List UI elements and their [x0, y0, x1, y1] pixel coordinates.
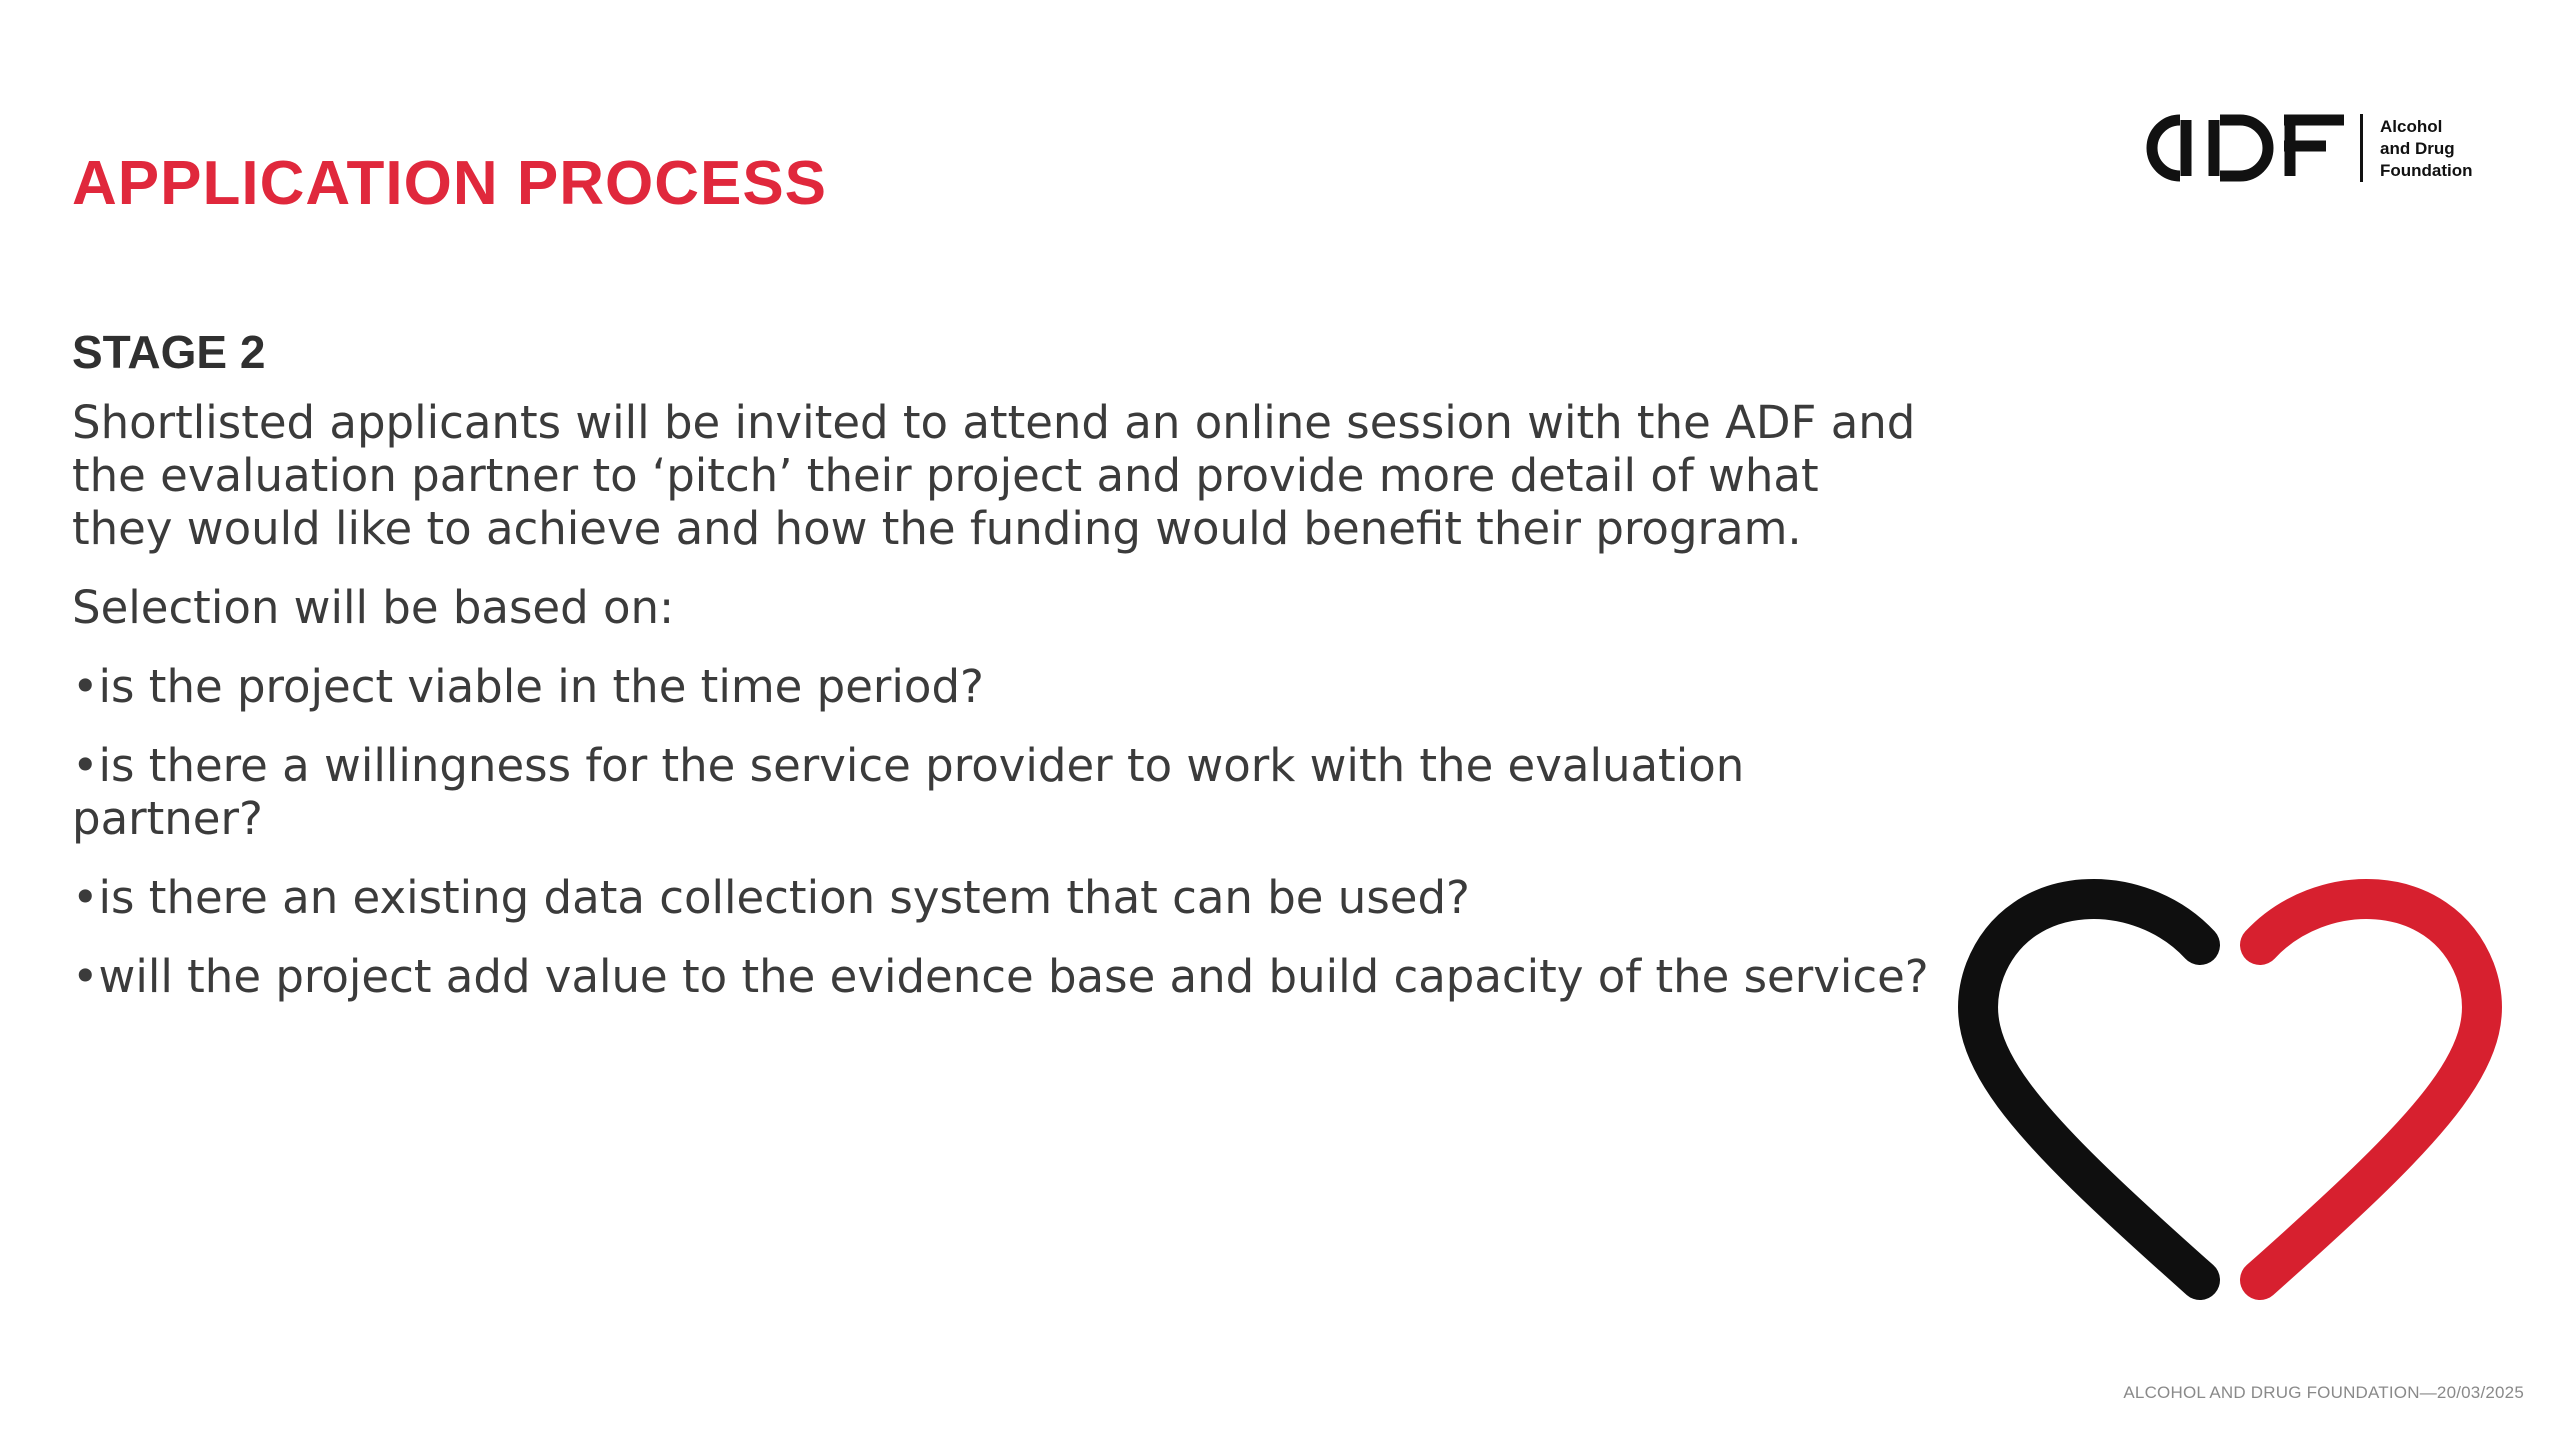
logo-line-3: Foundation — [2380, 161, 2473, 180]
criteria-item: •will the project add value to the evidence base and build capacity of the service? — [72, 950, 1929, 1003]
intro-paragraph: Shortlisted applicants will be invited to attend an online session with the ADF and the evaluation partner to ‘pitch’ their project and provide more detail of what they would like to achieve and how the funding would benefit their program. — [72, 396, 1916, 555]
logo-line-2: and Drug — [2380, 139, 2455, 158]
stage-heading: STAGE 2 — [72, 326, 266, 378]
logo-subtitle — [2380, 116, 2473, 182]
heart-left-half-icon — [1978, 899, 2200, 1280]
logo-line-1: Alcohol — [2380, 117, 2443, 136]
criteria-item: •is the project viable in the time period? — [72, 660, 984, 713]
criteria-item: •is there a willingness for the service provider to work with the evaluation partner? — [72, 739, 1745, 845]
adf-wordmark-logo — [2140, 108, 2350, 188]
heart-graphic — [1930, 860, 2530, 1320]
heart-right-half-icon — [2260, 899, 2482, 1280]
logo-divider — [2360, 114, 2363, 182]
adf-logo — [2140, 108, 2510, 188]
footer-text: ALCOHOL AND DRUG FOUNDATION—20/03/2025 — [2123, 1383, 2524, 1402]
selection-intro: Selection will be based on: — [72, 581, 675, 634]
criteria-item: •is there an existing data collection system that can be used? — [72, 871, 1470, 924]
slide-title: APPLICATION PROCESS — [72, 149, 828, 218]
slide-body — [72, 322, 1932, 1029]
